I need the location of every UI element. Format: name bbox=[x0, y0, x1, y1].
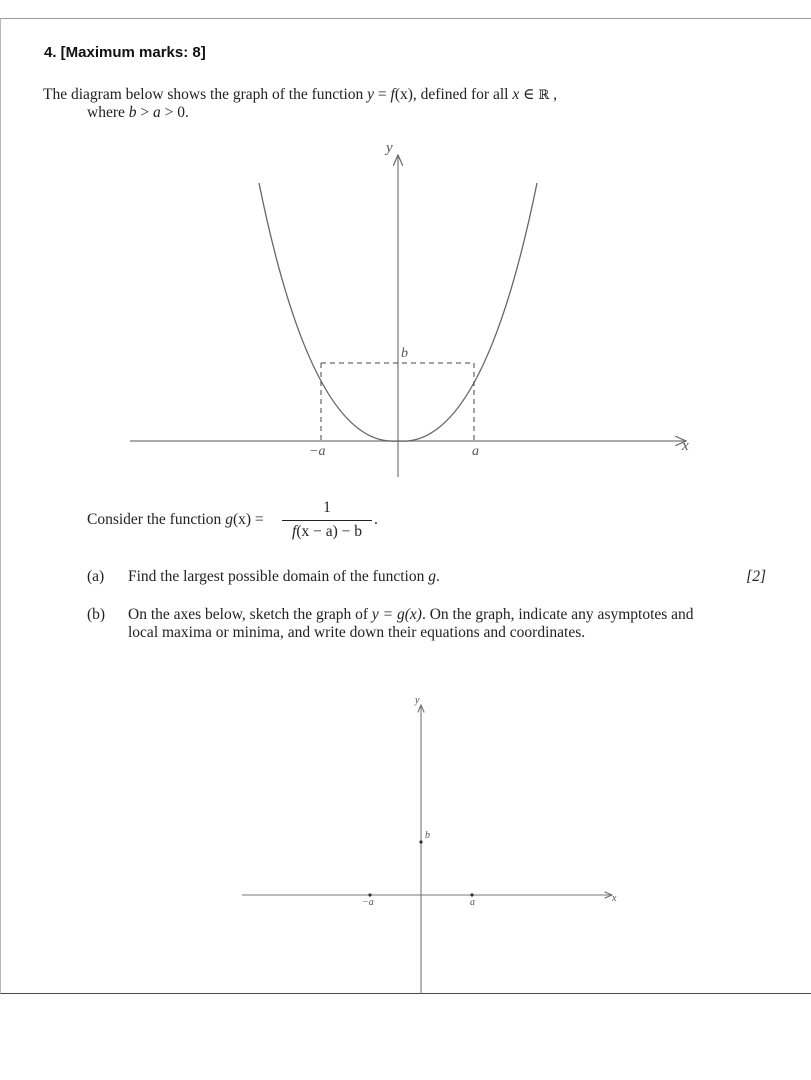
graph2-y-label: y bbox=[415, 695, 420, 706]
graph1-x-label: x bbox=[682, 438, 689, 454]
fraction-numerator: 1 bbox=[323, 499, 331, 516]
question-title: 4. [Maximum marks: 8] bbox=[44, 44, 206, 61]
part-a-label: (a) bbox=[87, 568, 105, 585]
intro-line-2: where b > a > 0. bbox=[87, 104, 189, 121]
graph2-a-label: a bbox=[470, 897, 475, 908]
fraction-end-dot: . bbox=[374, 511, 378, 528]
graph1-y-label: y bbox=[386, 140, 393, 156]
graph1-neg-a-label: −a bbox=[309, 444, 326, 459]
graph2-b-label: b bbox=[425, 830, 430, 841]
graph1-b-label: b bbox=[401, 346, 408, 361]
intro-line-1: The diagram below shows the graph of the function y = f(x), defined for all x ∈ ℝ , bbox=[43, 86, 558, 103]
graph2-neg-a-label: −a bbox=[362, 897, 374, 908]
graph2-x-label: x bbox=[612, 893, 617, 904]
part-a-text: Find the largest possible domain of the function g. bbox=[128, 568, 440, 585]
fraction-denominator: f(x − a) − b bbox=[292, 523, 362, 540]
part-b-label: (b) bbox=[87, 606, 106, 623]
part-b-line-1: On the axes below, sketch the graph of y = g(x). On the graph, indicate any asymptotes and bbox=[128, 606, 694, 623]
graph1-a-label: a bbox=[472, 444, 479, 459]
graph2-b-point bbox=[419, 840, 422, 843]
part-b-line-2: local maxima or minima, and write down their equations and coordinates. bbox=[128, 624, 586, 641]
consider-text: Consider the function g(x) = bbox=[87, 511, 264, 528]
part-a-marks: [2] bbox=[746, 568, 766, 585]
